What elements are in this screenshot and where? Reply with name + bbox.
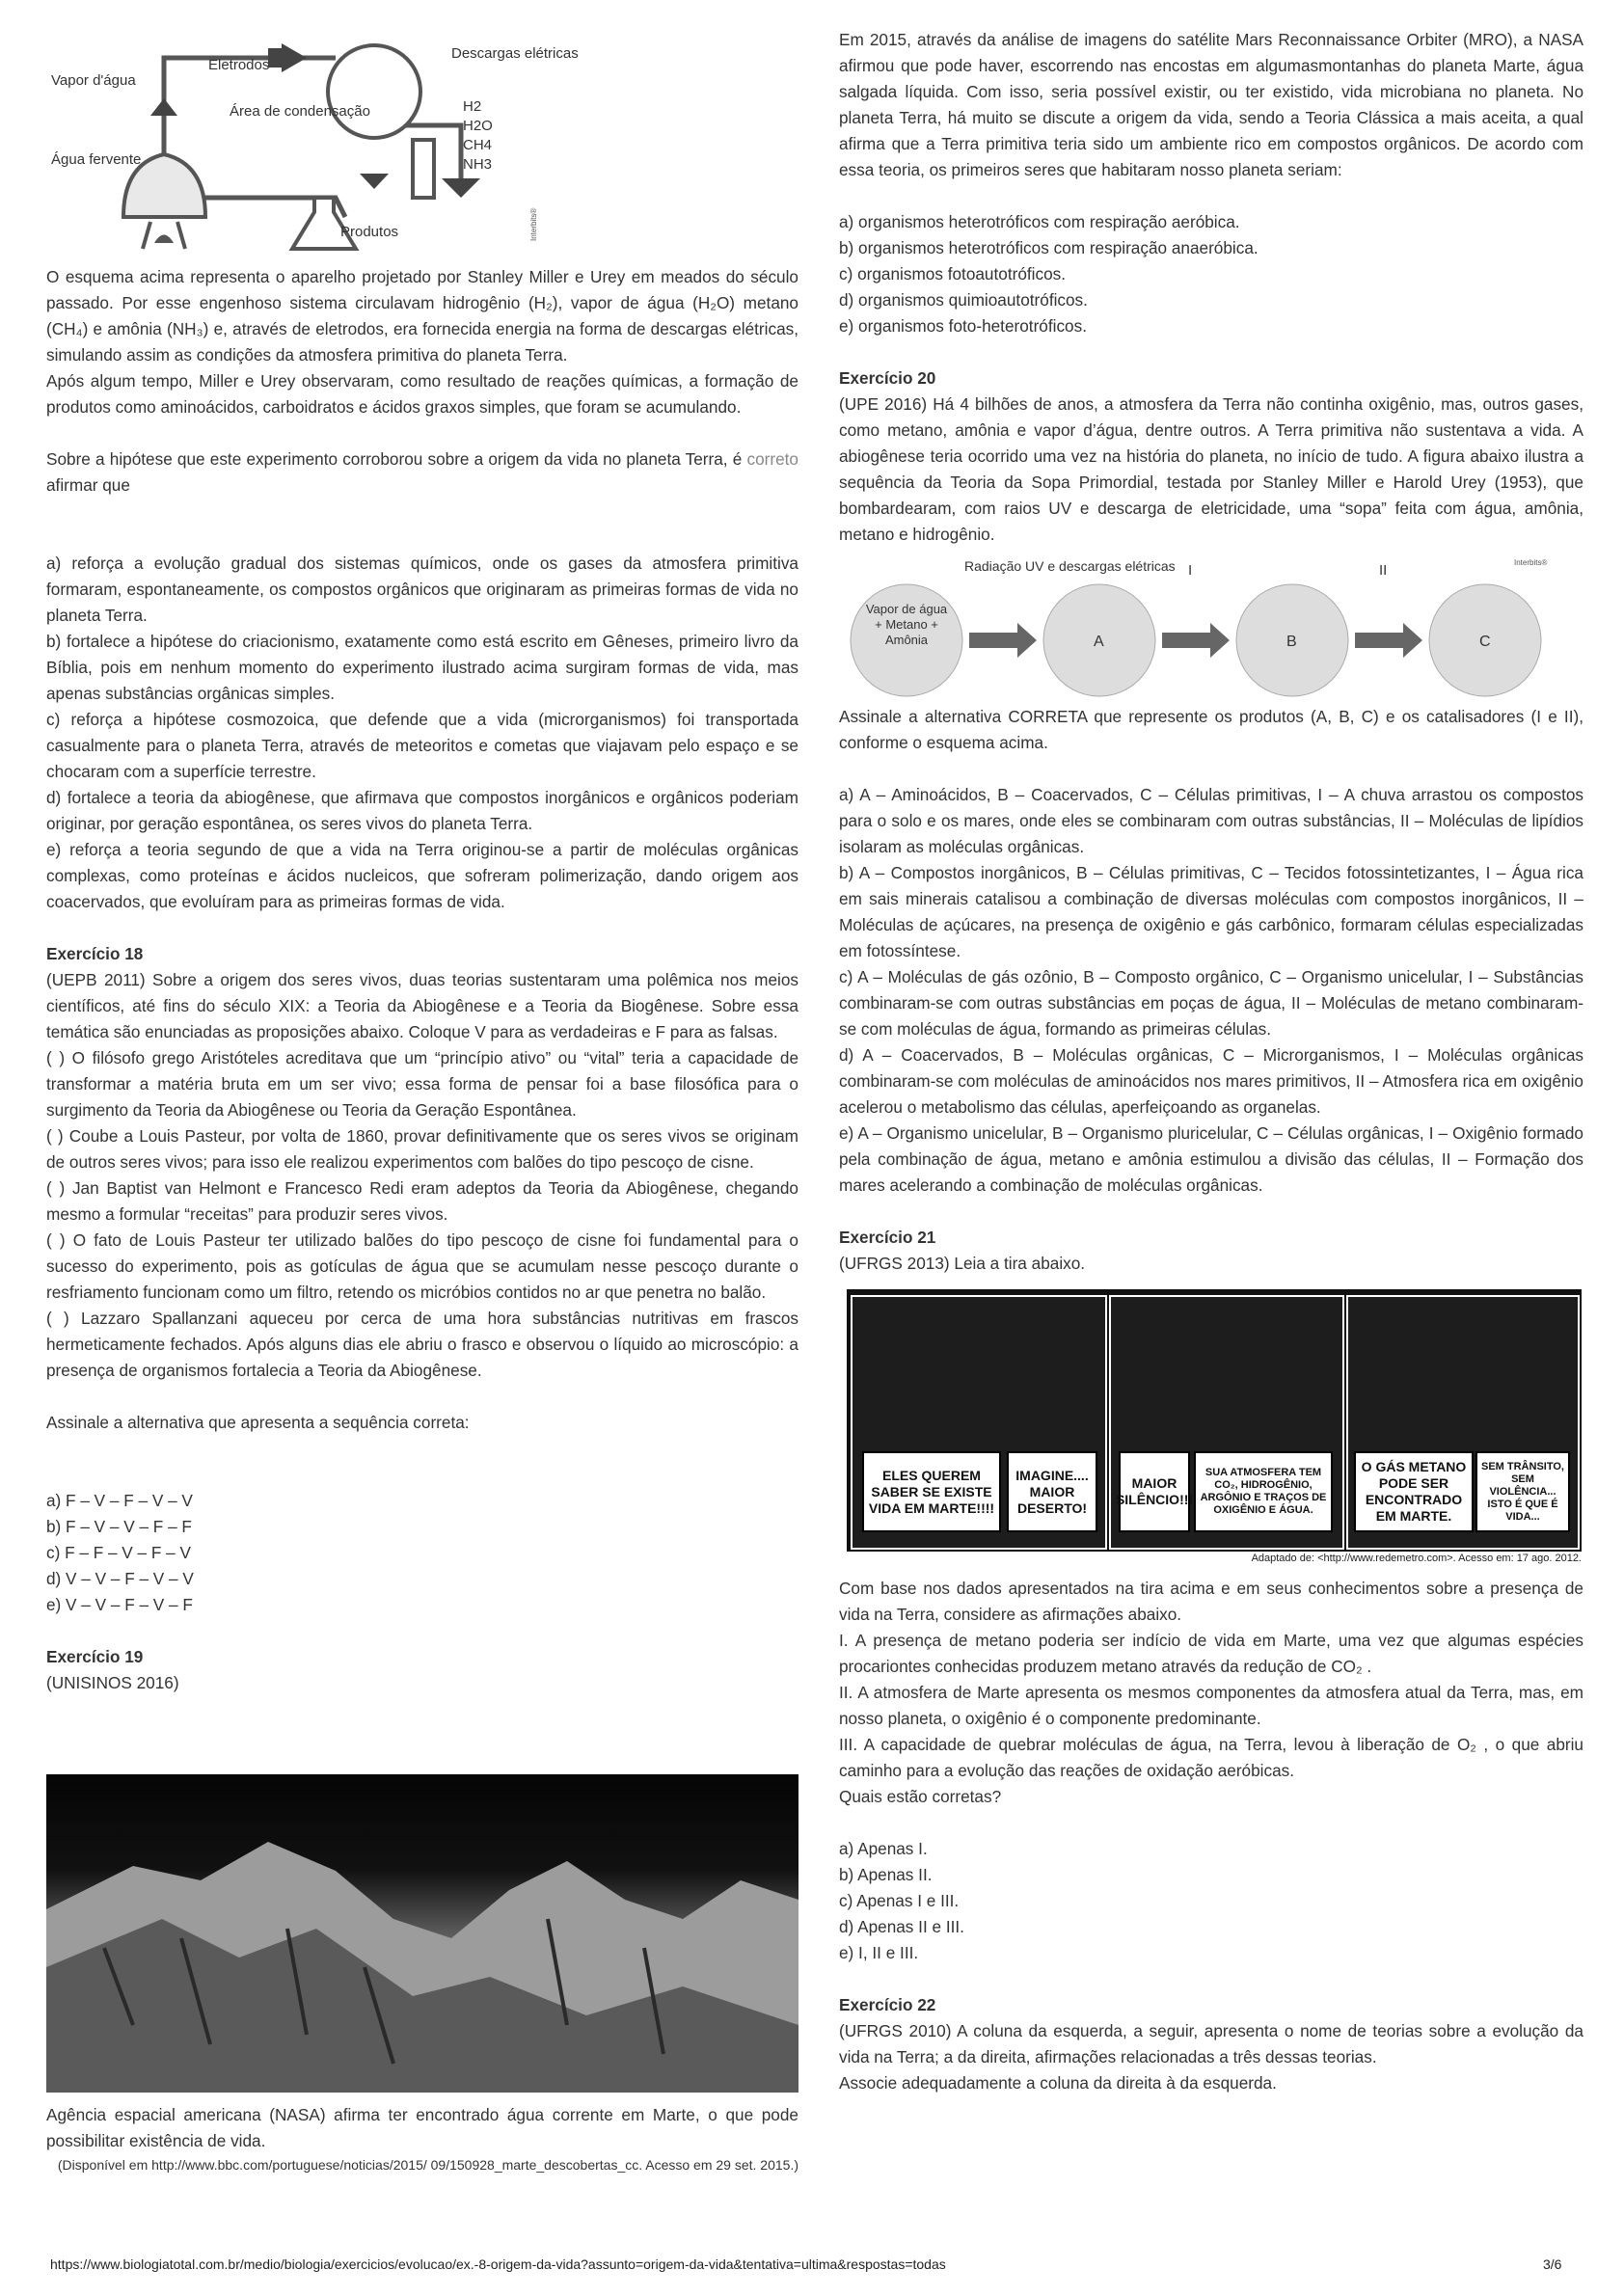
comic-bubble: ELES QUEREM SABER SE EXISTE VIDA EM MARTE!!!! — [862, 1451, 1001, 1532]
ex19-reference: (Disponível em http://www.bbc.com/portuguese/noticias/2015/ 09/150928_marte_descobertas_cc. Acesso em 29 set. 2015.) — [57, 2157, 798, 2173]
fig-label-descargas: Descargas elétricas — [451, 45, 579, 62]
ex18-option[interactable]: c) F – F – V – F – V — [46, 1543, 191, 1562]
ex21-option[interactable]: e) I, II e III. — [839, 1943, 919, 1962]
ex21-text: Com base nos dados apresentados na tira acima e em seus conhecimentos sobre a presença de vida na Terra, considere as afirmações abaixo. — [839, 1579, 1583, 1624]
intro-paragraph-1: O esquema acima representa o aparelho projetado por Stanley Miller e Urey em meados do século passado. Por esse engenhoso sistema circulavam hidrogênio (H₂), vapor de água (H₂O) metano (CH₄) e amônia (NH₃) e, através de eletrodos, era fornecida energia na forma de descargas elétricas, simulando assim as condições da atmosfera primitiva do planeta Terra. — [46, 267, 798, 365]
ex21-option[interactable]: b) Apenas II. — [839, 1865, 933, 1884]
ex20-option[interactable]: d) A – Coacervados, B – Moléculas orgânicas, C – Microrganismos, I – Moléculas orgânicas combinaram-se com moléculas de aminoácidos nos mares primitivos, II – Atmosfera rica em oxigênio acelerou o metabolismo das células, aperfeiçoando as organelas. — [839, 1045, 1583, 1117]
ex19-option[interactable]: b) organismos heterotróficos com respiração anaeróbica. — [839, 238, 1259, 257]
ex18-option[interactable]: d) V – V – F – V – V — [46, 1569, 194, 1588]
ex18-item: ( ) Coube a Louis Pasteur, por volta de 1860, provar definitivamente que os seres vivos se originam de outros seres vivos; para isso ele realizou experimentos com balões do tipo pescoço de cisne. — [46, 1126, 798, 1172]
ex18-title: Exercício 18 — [46, 944, 144, 963]
comic-bubble: O GÁS METANO PODE SER ENCONTRADO EM MARTE. — [1354, 1451, 1474, 1532]
fig-credit: Interbits® — [529, 207, 538, 241]
ex19-source: (UNISINOS 2016) — [46, 1673, 179, 1692]
ex20-question-block — [839, 704, 1583, 1277]
ex21-question: Quais estão corretas? — [839, 1787, 1002, 1806]
fig-label-area: Área de condensação — [230, 103, 370, 120]
fig20-product-b: B — [1286, 634, 1297, 650]
fig-label-agua: Água fervente — [51, 151, 142, 168]
ex20-title: Exercício 20 — [839, 368, 936, 388]
fig20-product-c: C — [1479, 634, 1491, 650]
ex19-option[interactable]: c) organismos fotoautotróficos. — [839, 264, 1067, 284]
ex18-question: Assinale a alternativa que apresenta a sequência correta: — [46, 1413, 470, 1432]
comic-bubble: IMAGINE.... MAIOR DESERTO! — [1007, 1451, 1097, 1532]
primordial-soup-figure — [839, 554, 1583, 698]
ex20-option[interactable]: a) A – Aminoácidos, B – Coacervados, C – Células primitivas, I – A chuva arrastou os compostos para o solo e os mares, onde eles se combinaram com outras substâncias, II – Moléculas de lipídios isolaram as moléculas orgânicas. — [839, 785, 1583, 856]
question-highlight: correto — [746, 449, 798, 469]
ex19-continuation: Em 2015, através da análise de imagens do satélite Mars Reconnaissance Orbiter (MRO), a NASA afirmou que pode haver, escorrendo nas encostas em algumasmontanhas do planeta Marte, água salgada líquida. Com isso, seria possível existir, ou ter existido, vida microbiana no planeta. No planeta Terra, há muito se discute a origem da vida, sendo a Teoria Clássica a mais aceita, a qual afirma que a Terra primitiva teria sido um ambiente rico em compostos orgânicos. De acordo com essa teoria, os primeiros seres que habitaram nosso planeta seriam: — [839, 30, 1583, 179]
ex21-option[interactable]: c) Apenas I e III. — [839, 1891, 960, 1910]
fig-gas-h2: H2 — [463, 98, 482, 115]
ex19-option[interactable]: a) organismos heterotróficos com respiração aeróbica. — [839, 212, 1240, 231]
question-text — [46, 446, 798, 499]
ex20-intro: (UPE 2016) Há 4 bilhões de anos, a atmosfera da Terra não continha oxigênio, mas, outros gases, como metano, amônia e vapor d’água, dentre outros. A Terra primitiva não sustentava a vida. A abiogênese teria ocorrido uma vez na história do planeta, no início de tudo. A figura abaixo ilustra a sequência da Teoria da Sopa Primordial, testada por Stanley Miller e Harold Urey (1953), que bombardearam, com raios UV e descarga de eletricidade, uma “sopa” feita com água, amônia, metano e hidrogênio. — [839, 394, 1583, 544]
fig-gas-nh3: NH3 — [463, 156, 493, 173]
ex19-option[interactable]: d) organismos quimioautotróficos. — [839, 290, 1088, 310]
comic-bubble: SEM TRÂNSITO, SEM VIOLÊNCIA... ISTO É QUE É VIDA... — [1475, 1451, 1570, 1532]
fig20-catalyst-ii: II — [1379, 562, 1388, 579]
ex20-option[interactable]: c) A – Moléculas de gás ozônio, B – Composto orgânico, C – Organismo unicelular, I – Substâncias combinaram-se com outras substâncias em poças de água, II – Moléculas de metano combinaram-se com moléculas de água, formando as primeiras células. — [839, 967, 1583, 1039]
ex17-option[interactable]: a) reforça a evolução gradual dos sistemas químicos, onde os gases da atmosfera primitiva formaram, espontaneamente, os compostos orgânicos que originaram as primeiras formas de vida no planeta Terra. — [46, 554, 798, 625]
miller-urey-apparatus-figure — [46, 19, 579, 251]
ex17-option[interactable]: c) reforça a hipótese cosmozoica, que defende que a vida (microrganismos) foi transportada casualmente para o planeta Terra, através de meteoritos e cometas que viajavam pelo espaço e se chocaram com a superfície terrestre. — [46, 710, 798, 781]
comic-bubble: MAIOR SILÊNCIO!!! — [1119, 1451, 1190, 1532]
ex19-title: Exercício 19 — [46, 1647, 144, 1666]
ex20-option[interactable]: e) A – Organismo unicelular, B – Organismo pluricelular, C – Células orgânicas, I – Oxigênio formado pela combinação de água, metano e amônia estimulou a divisão das células, II – Formação dos mares acelerando a combinação de moléculas orgânicas. — [839, 1123, 1583, 1195]
ex21-item: I. A presença de metano poderia ser indício de vida em Marte, uma vez que algumas espécies procariontes conhecidas produzem metano através da redução de CO₂ . — [839, 1631, 1583, 1676]
ex18-option[interactable]: b) F – V – V – F – F — [46, 1517, 192, 1536]
footer-page-number: 3/6 — [1543, 2256, 1562, 2272]
ex21-question-block — [839, 1576, 1583, 2096]
mars-slopes-photo — [46, 1774, 798, 2093]
fig-label-produtos: Produtos — [340, 224, 399, 240]
ex21-option[interactable]: d) Apenas II e III. — [839, 1917, 964, 1936]
ex21-intro: (UFRGS 2013) Leia a tira abaixo. — [839, 1254, 1086, 1273]
question-post: afirmar que — [46, 475, 130, 495]
question-pre: Sobre a hipótese que este experimento corroborou sobre a origem da vida no planeta Terra, é — [46, 449, 743, 469]
ex20-option[interactable]: b) A – Compostos inorgânicos, B – Células primitivas, C – Tecidos fotossintetizantes, I – Água rica em sais minerais catalisou a combinação de diversas moléculas com compostos inorgânicos, II – Moléculas de açúcares, na presença de oxigênio e gás carbônico, formaram células especializadas em fotossíntese. — [839, 863, 1583, 960]
ex18-item: ( ) O fato de Louis Pasteur ter utilizado balões do tipo pescoço de cisne foi fundamental para o sucesso do experimento, pois as gotículas de água que se acumulam nesse pescoço durante o resfriamento funcionam como um filtro, retendo os micróbios contidos no ar que penetra no balão. — [46, 1230, 798, 1302]
ex21-option[interactable]: a) Apenas I. — [839, 1839, 928, 1858]
ex21-item: II. A atmosfera de Marte apresenta os mesmos componentes da atmosfera atual da Terra, mas, em nosso planeta, o oxigênio é o componente predominante. — [839, 1683, 1583, 1728]
ex18-item: ( ) O filósofo grego Aristóteles acreditava que um “princípio ativo” ou “vital” teria a capacidade de transformar a matéria bruta em um ser vivo; essa forma de pensar foi a base filosófica para o surgimento da Teoria da Abiogênese ou Teoria da Geração Espontânea. — [46, 1048, 798, 1120]
ex22-title: Exercício 22 — [839, 1995, 936, 2014]
ex18-item: ( ) Lazzaro Spallanzani aqueceu por cerca de uma hora substâncias nutritivas em frascos hermeticamente fechados. Após alguns dias ele abriu o frasco e observou o líquido ao microscópio: a presença de organismos fortalecia a Teoria da Abiogênese. — [46, 1309, 798, 1380]
ex17-option[interactable]: b) fortalece a hipótese do criacionismo, exatamente como está escrito em Gêneses, primeiro livro da Bíblia, pois em nenhum momento do experimento ilustrado acima surgiram formas de vida, mas apenas substâncias orgânicas simples. — [46, 632, 798, 703]
ex19-option[interactable]: e) organismos foto-heterotróficos. — [839, 316, 1087, 336]
fig-label-eletrodos: Eletrodos — [208, 57, 270, 73]
mars-comic-strip — [847, 1289, 1582, 1552]
comic-panel-3 — [1346, 1295, 1580, 1550]
fig-gas-h2o: H2O — [463, 118, 493, 134]
comic-bubble: SUA ATMOSFERA TEM CO₂, HIDROGÊNIO, ARGÔNIO E TRAÇOS DE OXIGÊNIO E ÁGUA. — [1194, 1451, 1333, 1532]
ex18-item: ( ) Jan Baptist van Helmont e Francesco Redi eram adeptos da Teoria da Abiogênese, chegando mesmo a formular “receitas” para produzir seres vivos. — [46, 1178, 798, 1224]
ex19-caption: Agência espacial americana (NASA) afirma ter encontrado água corrente em Marte, o que pode possibilitar existência de vida. — [46, 2105, 798, 2150]
ex21-item: III. A capacidade de quebrar moléculas de água, na Terra, levou à liberação de O₂ , o que abriu caminho para a evolução das reações de oxidação aeróbicas. — [839, 1735, 1583, 1780]
fig20-catalyst-i: I — [1188, 562, 1193, 579]
fig20-circle-reagents: Vapor de água + Metano + Amônia — [865, 602, 948, 647]
ex22-line2: Associe adequadamente a coluna da direita à da esquerda. — [839, 2073, 1277, 2093]
fig20-product-a: A — [1094, 634, 1104, 650]
ex17-option[interactable]: e) reforça a teoria segundo de que a vida na Terra originou-se a partir de moléculas orgânicas complexas, como proteínas e ácidos nucleicos, que sofreram polimerização, dando origem aos coacervados, que evoluíram para as primeiras formas de vida. — [46, 840, 798, 911]
footer-url[interactable]: https://www.biologiatotal.com.br/medio/biologia/exercicios/evolucao/ex.-8-origem-da-vida?assunto=origem-da-vida&tentativa=ultima&respostas=todas — [50, 2256, 946, 2272]
comic-panel-1 — [851, 1295, 1107, 1550]
ex19-caption-block — [46, 2102, 798, 2175]
comic-panel-2 — [1109, 1295, 1344, 1550]
ex17-option[interactable]: d) fortalece a teoria da abiogênese, que afirmava que compostos inorgânicos e orgânicos poderiam originar, por geração espontânea, os seres vivos do planeta Terra. — [46, 788, 798, 833]
ex18-option[interactable]: e) V – V – F – V – F — [46, 1595, 193, 1614]
comic-credit: Adaptado de: <http://www.redemetro.com>. Acesso em: 17 ago. 2012. — [1251, 1553, 1582, 1564]
fig-label-vapor: Vapor d'água — [51, 72, 136, 89]
fig20-radiation-label: Radiação UV e descargas elétricas — [964, 558, 1176, 574]
intro-paragraph-2: Após algum tempo, Miller e Urey observaram, como resultado de reações químicas, a formação de produtos como aminoácidos, carboidratos e ácidos graxos simples, que foram se acumulando. — [46, 371, 798, 417]
ex18-option[interactable]: a) F – V – F – V – V — [46, 1491, 193, 1510]
ex21-title: Exercício 21 — [839, 1228, 936, 1247]
fig20-credit: Interbits® — [1514, 558, 1548, 567]
ex18-intro: (UEPB 2011) Sobre a origem dos seres vivos, duas teorias sustentaram uma polêmica nos meios científicos, até fins do século XIX: a Teoria da Abiogênese e a Teoria da Biogênese. Sobre essa temática são enunciadas as proposições abaixo. Coloque V para as verdadeiras e F para as falsas. — [46, 970, 798, 1041]
ex22-intro: (UFRGS 2010) A coluna da esquerda, a seguir, apresenta o nome de teorias sobre a evolução da vida na Terra; a da direita, afirmações relacionadas a três dessas teorias. — [839, 2021, 1583, 2066]
fig-gas-ch4: CH4 — [463, 137, 493, 153]
ex20-question: Assinale a alternativa CORRETA que represente os produtos (A, B, C) e os catalisadores (I e II), conforme o esquema acima. — [839, 707, 1583, 752]
